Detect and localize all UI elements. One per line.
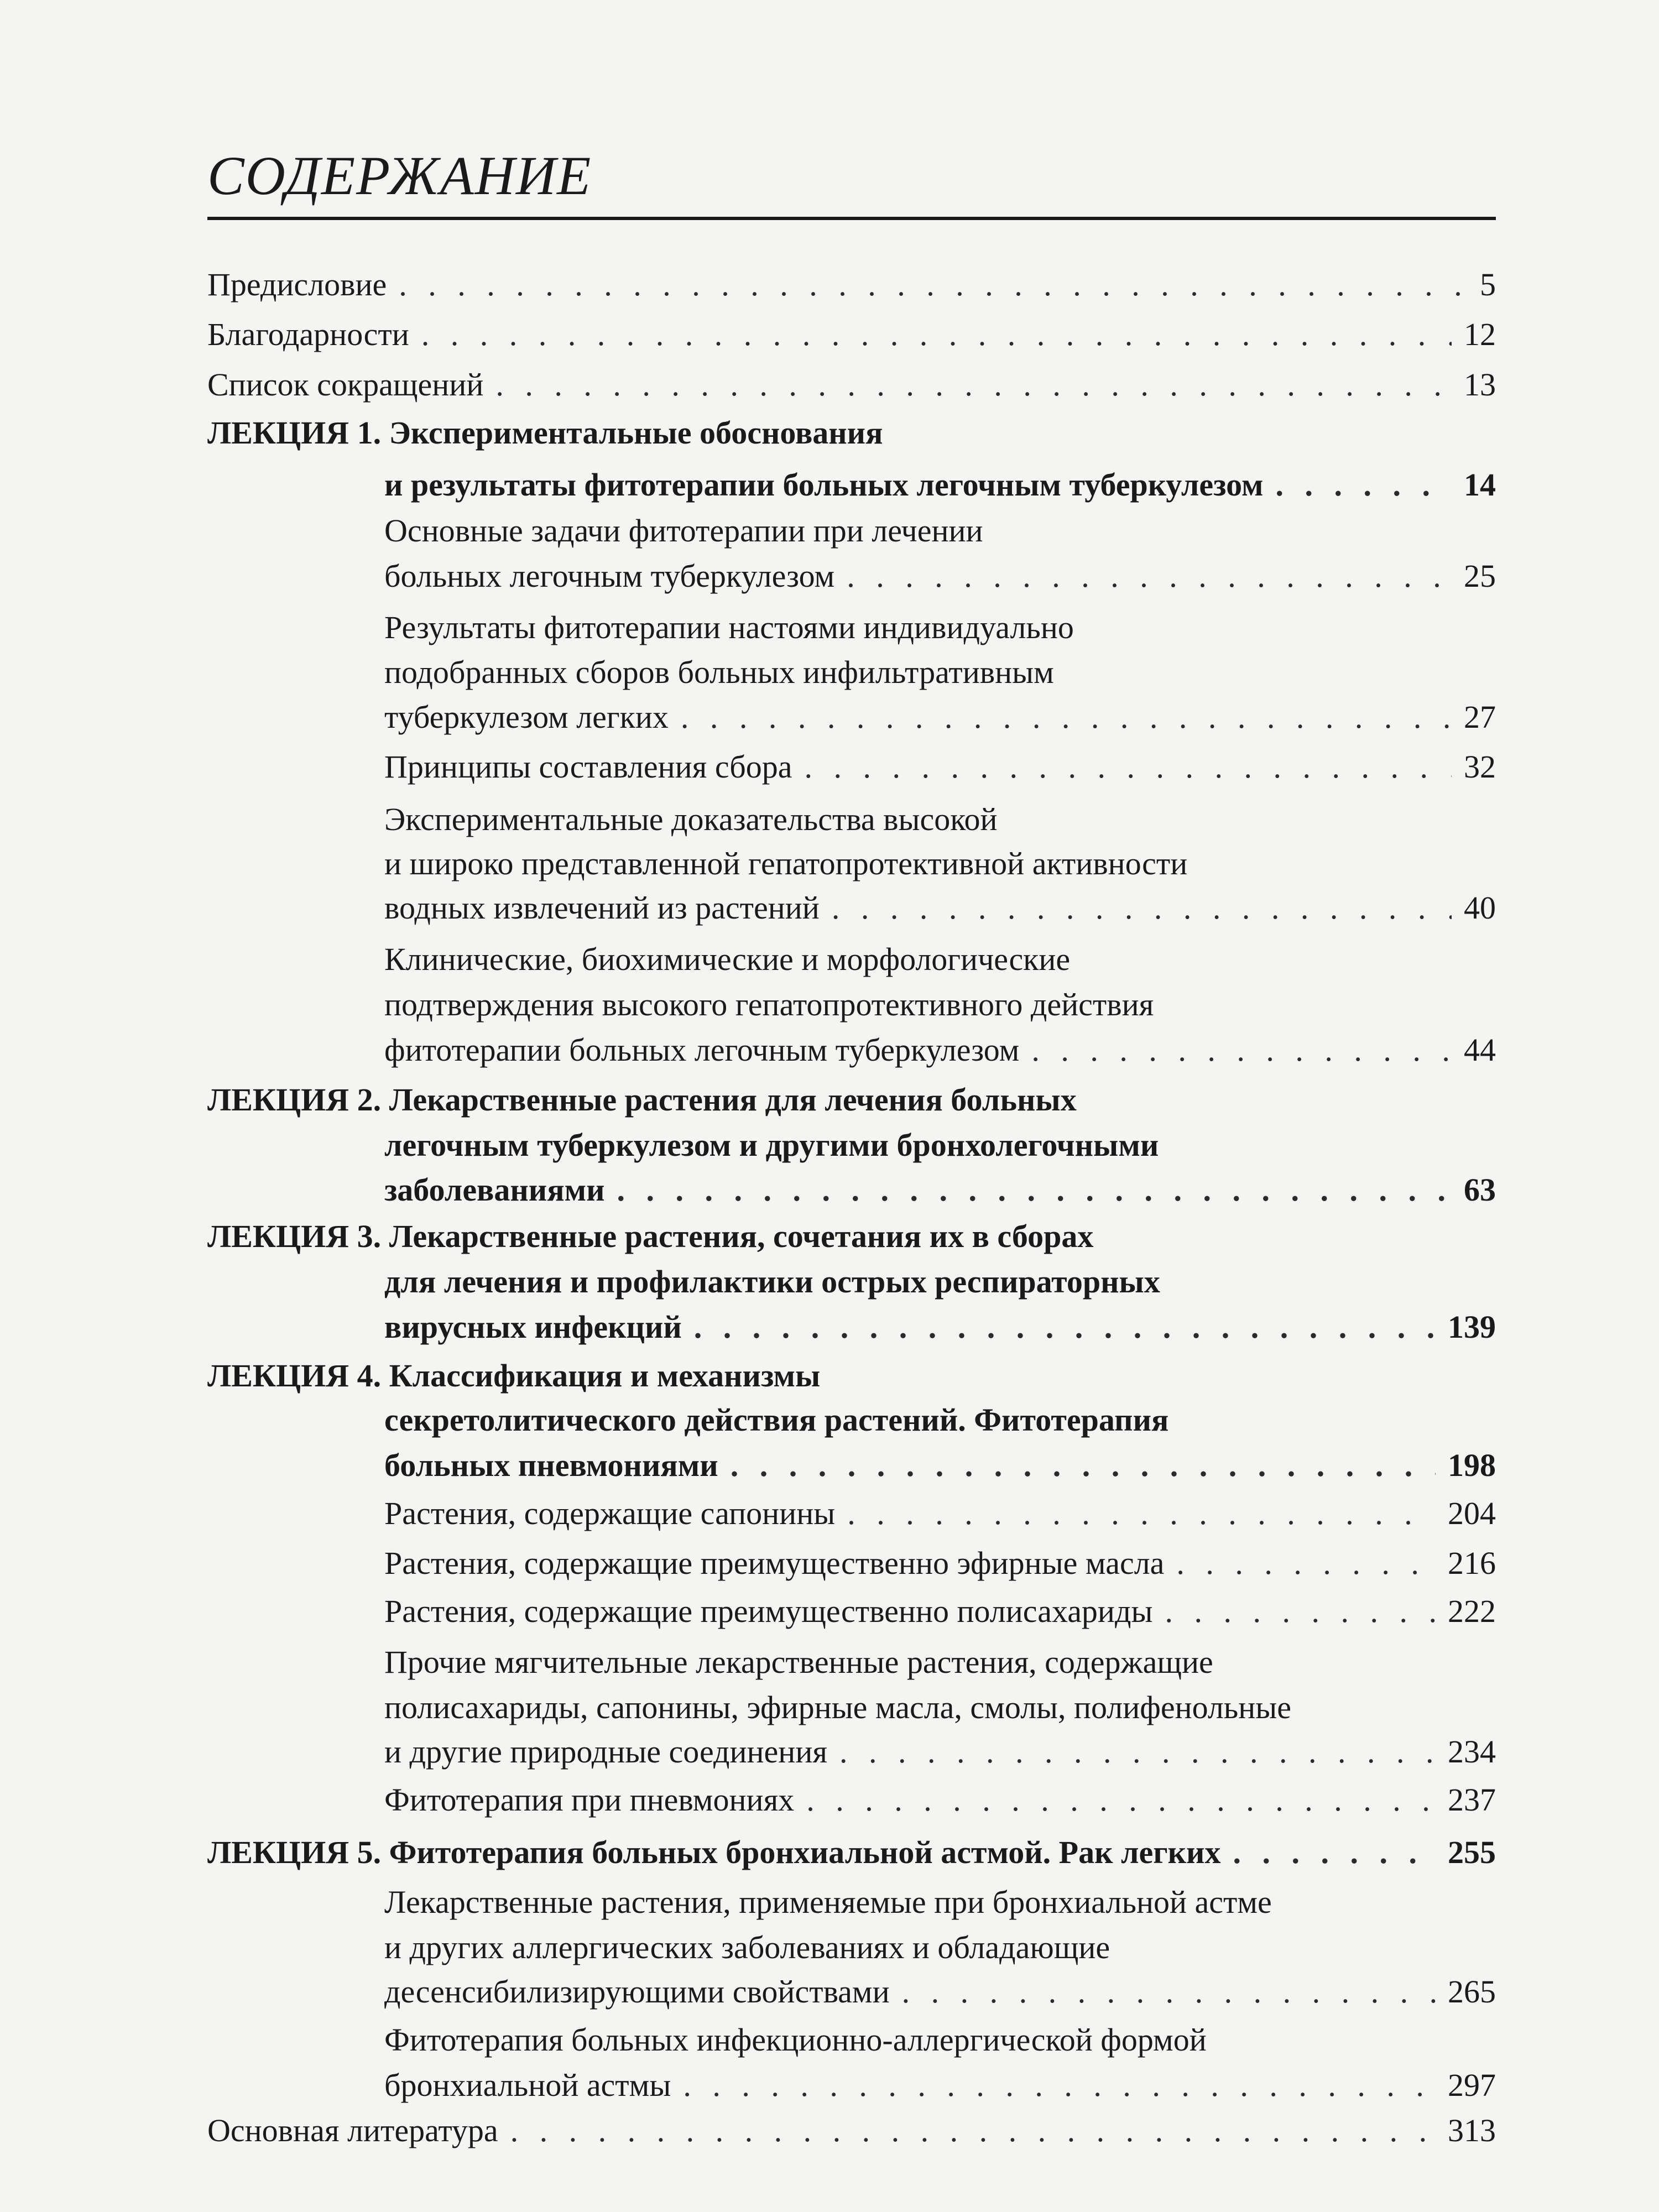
toc-entry-line bbox=[384, 989, 1496, 1021]
toc-entry-text: заболеваниями bbox=[384, 1172, 605, 1208]
toc-entry-line bbox=[384, 1034, 1496, 1066]
toc-leader-dots bbox=[681, 701, 1452, 733]
title-rule bbox=[207, 217, 1496, 220]
toc-entry-text: и других аллергических заболеваниях и обладающие bbox=[384, 1929, 1110, 1965]
toc-entry-line bbox=[384, 1886, 1496, 1918]
toc-page-number: 13 bbox=[1464, 367, 1496, 403]
toc-entry-line bbox=[207, 316, 1496, 352]
toc-leader-dots bbox=[495, 369, 1452, 401]
toc-leader-dots bbox=[839, 1736, 1436, 1768]
toc-entry-line bbox=[207, 269, 1496, 301]
toc-page-number: 297 bbox=[1448, 2067, 1496, 2103]
toc-page-number: 198 bbox=[1448, 1447, 1496, 1483]
toc-entry-text: ЛЕКЦИЯ 2. Лекарственные растения для лечения больных bbox=[207, 1082, 1077, 1118]
toc-entry-text: Основные задачи фитотерапии при лечении bbox=[384, 513, 983, 549]
toc-page-number: 222 bbox=[1448, 1593, 1496, 1629]
toc-page-number: 234 bbox=[1448, 1734, 1496, 1770]
toc-page-number: 25 bbox=[1464, 558, 1496, 594]
toc-entry-text: Основная литература bbox=[207, 2112, 498, 2148]
toc-entry-text: вирусных инфекций bbox=[384, 1309, 682, 1345]
toc-leader-dots bbox=[902, 1976, 1436, 2008]
toc-page-number: 63 bbox=[1464, 1172, 1496, 1208]
toc-entry-text: десенсибилизирующими свойствами bbox=[384, 1974, 890, 2010]
toc-entry-text: Растения, содержащие преимущественно эфирные масла bbox=[384, 1545, 1165, 1581]
toc-leader-dots bbox=[683, 2069, 1436, 2101]
toc-leader-dots bbox=[847, 1498, 1436, 1530]
toc-leader-dots bbox=[399, 269, 1468, 301]
toc-leader-dots bbox=[510, 2115, 1436, 2147]
toc-entry-line bbox=[207, 2112, 1496, 2148]
toc-page-number: 204 bbox=[1448, 1495, 1496, 1531]
toc-entry-text: Растения, содержащие преимущественно полисахариды bbox=[384, 1593, 1153, 1629]
toc-entry-text: Лекарственные растения, применяемые при бронхиальной астме bbox=[384, 1884, 1272, 1920]
toc-entry-text: Фитотерапия больных инфекционно-аллергической формой bbox=[384, 2022, 1207, 2058]
toc-entry-line bbox=[384, 701, 1496, 733]
toc-entry-line bbox=[384, 560, 1496, 592]
toc-entry-line bbox=[384, 1976, 1496, 2008]
toc-entry-text: больных легочным туберкулезом bbox=[384, 558, 835, 594]
toc-entry-text: ЛЕКЦИЯ 5. Фитотерапия больных бронхиальной астмой. Рак легких bbox=[207, 1834, 1221, 1870]
toc-page-number: 265 bbox=[1448, 1974, 1496, 2010]
toc-entry-line bbox=[384, 892, 1496, 924]
toc-entry-line bbox=[207, 1360, 1496, 1392]
toc-page-number: 255 bbox=[1448, 1834, 1496, 1870]
toc-page-number: 12 bbox=[1464, 316, 1496, 352]
toc-entry-text: ЛЕКЦИЯ 1. Экспериментальные обоснования bbox=[207, 415, 883, 451]
toc-entry-line bbox=[384, 943, 1496, 975]
toc-entry-text: Благодарности bbox=[207, 316, 409, 352]
toc-entry-text: бронхиальной астмы bbox=[384, 2067, 671, 2103]
toc-leader-dots bbox=[1031, 1034, 1452, 1066]
toc-entry-text: полисахариды, сапонины, эфирные масла, смолы, полифенольные bbox=[384, 1689, 1292, 1725]
toc-entry-text: туберкулезом легких bbox=[384, 699, 669, 735]
toc-entry-line bbox=[384, 1311, 1496, 1343]
toc-entry-text: легочным туберкулезом и другими бронхолегочными bbox=[384, 1127, 1159, 1163]
toc-entry-line bbox=[384, 469, 1496, 501]
toc-entry-line bbox=[384, 848, 1496, 880]
toc-entry-text: ЛЕКЦИЯ 3. Лекарственные растения, сочетания их в сборах bbox=[207, 1218, 1094, 1254]
toc-entry-line bbox=[207, 1084, 1496, 1116]
toc-entry-line bbox=[384, 1646, 1496, 1678]
toc-entry-line bbox=[384, 801, 1496, 837]
toc-entry-text: и результаты фитотерапии больных легочным туберкулезом bbox=[384, 467, 1264, 503]
toc-entry-line bbox=[384, 1547, 1496, 1579]
toc-entry-line bbox=[207, 417, 1496, 449]
toc-entry-line bbox=[384, 1689, 1496, 1725]
toc-entry-line bbox=[207, 369, 1496, 401]
toc-entry-text: секретолитического действия растений. Фитотерапия bbox=[384, 1402, 1169, 1438]
toc-entry-line bbox=[384, 751, 1496, 783]
toc-page-number: 237 bbox=[1448, 1782, 1496, 1818]
toc-entry-text: Клинические, биохимические и морфологические bbox=[384, 941, 1071, 977]
toc-page-number: 40 bbox=[1464, 890, 1496, 926]
toc-entry-line bbox=[207, 1220, 1496, 1253]
toc-page-number: 27 bbox=[1464, 699, 1496, 735]
toc-entry-text: Результаты фитотерапии настоями индивидуально bbox=[384, 609, 1074, 645]
toc-entry-line bbox=[207, 1834, 1496, 1870]
toc-leader-dots bbox=[1276, 469, 1452, 501]
toc-entry-line bbox=[384, 1266, 1496, 1298]
toc-leader-dots bbox=[617, 1174, 1452, 1206]
toc-entry-text: Экспериментальные доказательства высокой bbox=[384, 801, 998, 837]
toc-entry-line bbox=[384, 1929, 1496, 1965]
toc-entry-text: и широко представленной гепатопротективной активности bbox=[384, 846, 1188, 881]
toc-entry-text: Предисловие bbox=[207, 267, 387, 302]
toc-entry-line bbox=[384, 1595, 1496, 1627]
toc-entry-text: подобранных сборов больных инфильтративным bbox=[384, 654, 1054, 690]
toc-leader-dots bbox=[1165, 1595, 1436, 1627]
toc-entry-line bbox=[384, 1174, 1496, 1206]
toc-entry-line bbox=[384, 2069, 1496, 2101]
toc-entry-line bbox=[384, 1129, 1496, 1161]
toc-entry-text: Прочие мягчительные лекарственные растения, содержащие bbox=[384, 1644, 1213, 1680]
toc-entry-text: для лечения и профилактики острых респираторных bbox=[384, 1264, 1160, 1300]
toc-entry-line bbox=[384, 656, 1496, 688]
toc-leader-dots bbox=[806, 1784, 1436, 1816]
toc-entry-text: водных извлечений из растений bbox=[384, 890, 820, 926]
toc-leader-dots bbox=[832, 892, 1452, 924]
toc-entry-text: Растения, содержащие сапонины bbox=[384, 1495, 836, 1531]
toc-entry-line bbox=[384, 1449, 1496, 1481]
toc-entry-text: подтверждения высокого гепатопротективного действия bbox=[384, 987, 1154, 1022]
toc-page-number: 139 bbox=[1448, 1309, 1496, 1345]
toc-page-number: 44 bbox=[1464, 1032, 1496, 1068]
toc-leader-dots bbox=[694, 1311, 1436, 1343]
toc-leader-dots bbox=[1233, 1837, 1436, 1869]
toc-page-number: 216 bbox=[1448, 1545, 1496, 1581]
toc-entry-text: фитотерапии больных легочным туберкулезом bbox=[384, 1032, 1020, 1068]
toc-leader-dots bbox=[731, 1449, 1436, 1481]
toc-entry-text: и другие природные соединения bbox=[384, 1734, 828, 1770]
toc-page-number: 14 bbox=[1464, 467, 1496, 503]
toc-leader-dots bbox=[847, 560, 1452, 592]
toc-entry-text: ЛЕКЦИЯ 4. Классификация и механизмы bbox=[207, 1358, 821, 1394]
toc-entry-line bbox=[384, 515, 1496, 547]
toc-entry-line bbox=[384, 1736, 1496, 1768]
toc-entry-text: Фитотерапия при пневмониях bbox=[384, 1782, 795, 1818]
toc-entry-text: больных пневмониями bbox=[384, 1447, 718, 1483]
toc-page-number: 5 bbox=[1480, 267, 1496, 302]
toc-page-number: 313 bbox=[1448, 2112, 1496, 2148]
toc-entry-line bbox=[384, 1495, 1496, 1531]
toc-page-number: 32 bbox=[1464, 749, 1496, 785]
toc-leader-dots bbox=[805, 751, 1452, 783]
toc-leader-dots bbox=[421, 319, 1452, 351]
toc-entry-line bbox=[384, 609, 1496, 645]
toc-entry-line bbox=[384, 2024, 1496, 2056]
toc-entry-text: Принципы составления сбора bbox=[384, 749, 792, 785]
toc-entry-line bbox=[384, 1784, 1496, 1816]
page-title: СОДЕРЖАНИЕ bbox=[207, 145, 592, 206]
toc-entry-text: Список сокращений bbox=[207, 367, 484, 403]
toc-leader-dots bbox=[1176, 1547, 1436, 1579]
toc-entry-line bbox=[384, 1404, 1496, 1436]
